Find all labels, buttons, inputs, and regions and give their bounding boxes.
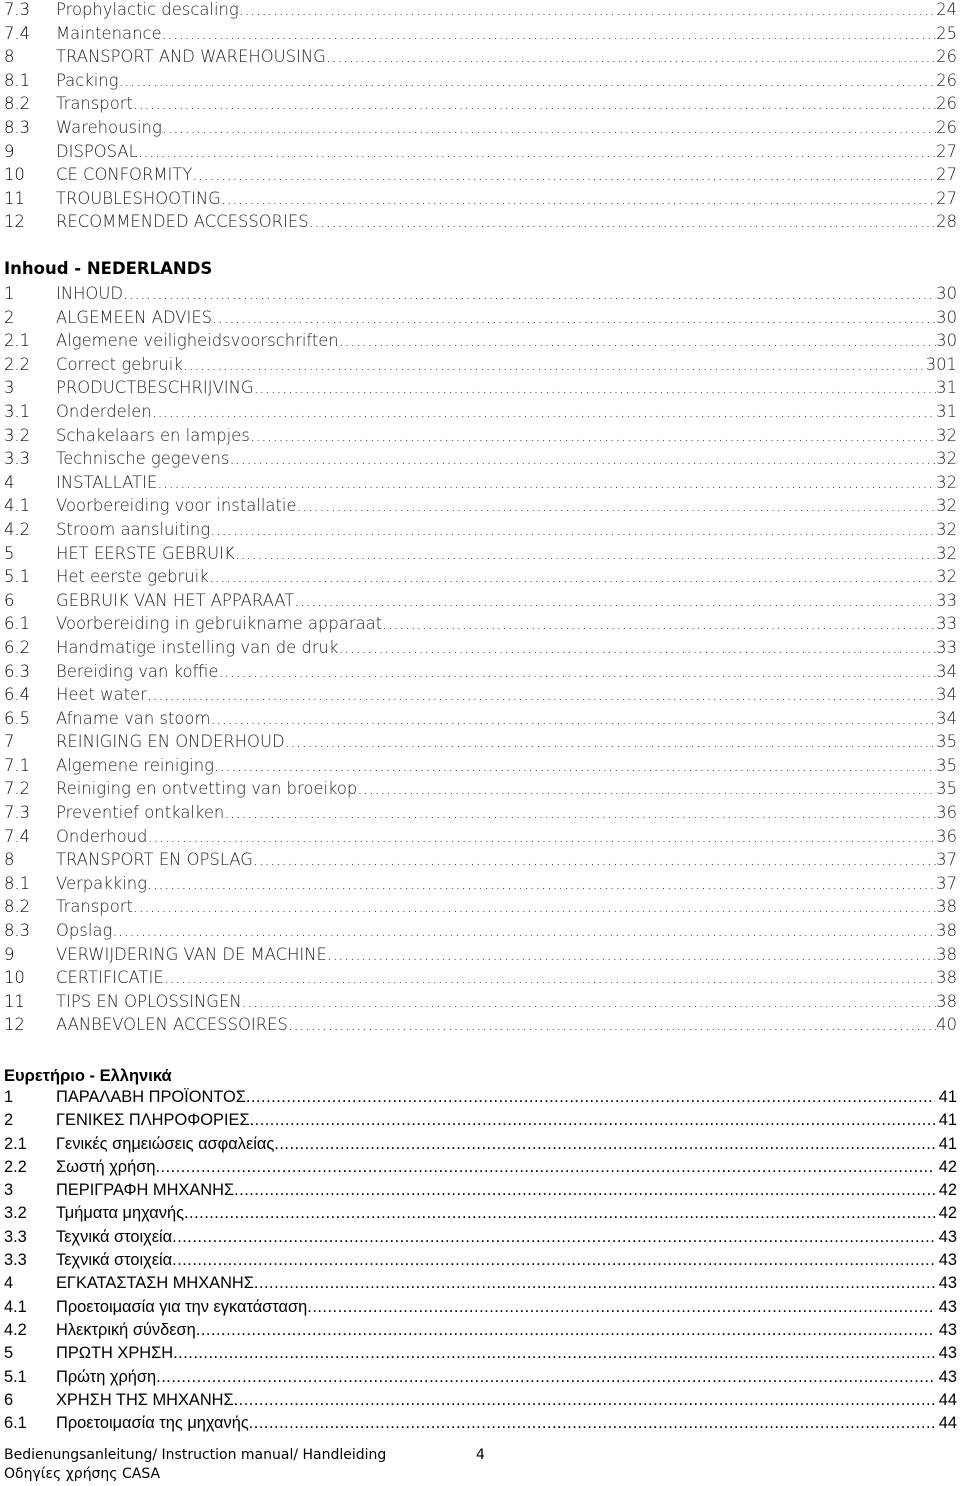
toc-entry-title: Onderdelen bbox=[56, 401, 152, 421]
toc-entry-page: 32 bbox=[936, 543, 957, 563]
toc-greek bbox=[4, 1088, 957, 1437]
toc-dot-leader bbox=[254, 378, 937, 397]
toc-entry[interactable] bbox=[4, 614, 957, 638]
toc-entry[interactable] bbox=[4, 1158, 957, 1181]
toc-entry-page: 25 bbox=[936, 23, 957, 43]
toc-entry-title: Verpakking bbox=[56, 873, 147, 893]
toc-entry-number: 5 bbox=[4, 543, 15, 563]
toc-entry-page: 43 bbox=[938, 1320, 957, 1339]
toc-entry-title: Προετοιμασία για την εγκατάσταση bbox=[56, 1297, 308, 1316]
toc-dot-leader bbox=[326, 47, 936, 66]
toc-entry-number: 7.3 bbox=[4, 0, 31, 19]
toc-english-tail bbox=[4, 0, 957, 236]
toc-dot-leader bbox=[338, 638, 936, 657]
toc-entry[interactable] bbox=[4, 355, 957, 379]
toc-entry-number: 2.2 bbox=[4, 1157, 27, 1176]
toc-entry[interactable] bbox=[4, 1135, 957, 1158]
toc-entry-title: ΠΕΡΙΓΡΑΦΗ ΜΗΧΑΝΗΣ bbox=[56, 1181, 235, 1200]
toc-dot-leader bbox=[157, 473, 936, 492]
toc-entry-title: Ηλεκτρική σύνδεση bbox=[56, 1320, 196, 1339]
toc-entry-number: 4 bbox=[4, 472, 15, 492]
toc-entry[interactable] bbox=[4, 520, 957, 544]
toc-entry-page: 42 bbox=[938, 1157, 957, 1176]
toc-dot-leader bbox=[147, 874, 936, 893]
page-number: 4 bbox=[476, 1447, 485, 1463]
toc-entry-title: ΓΕΝΙΚΕΣ ΠΛΗΡΟΦΟΡΙΕΣ bbox=[56, 1111, 250, 1130]
toc-entry-page: 32 bbox=[936, 425, 957, 445]
toc-entry-page: 32 bbox=[936, 472, 957, 492]
toc-entry[interactable] bbox=[4, 1251, 957, 1274]
toc-entry-title: TRANSPORT AND WAREHOUSING bbox=[56, 47, 326, 67]
toc-entry-page: 35 bbox=[936, 779, 957, 799]
toc-entry-page: 28 bbox=[936, 212, 957, 232]
toc-entry-title: Σωστή χρήση bbox=[56, 1157, 156, 1176]
toc-entry-page: 34 bbox=[936, 661, 957, 681]
toc-entry-number: 8.3 bbox=[4, 921, 31, 941]
toc-entry[interactable] bbox=[4, 24, 957, 48]
toc-dot-leader bbox=[250, 426, 936, 445]
toc-entry[interactable] bbox=[4, 284, 957, 308]
page-footer bbox=[4, 1446, 485, 1484]
toc-dot-leader bbox=[250, 1111, 935, 1130]
toc-entry-number: 6.3 bbox=[4, 661, 31, 681]
toc-entry-number: 8.1 bbox=[4, 873, 31, 893]
toc-entry-page: 43 bbox=[938, 1274, 957, 1293]
toc-dot-leader bbox=[133, 897, 936, 916]
toc-entry-number: 3 bbox=[4, 1181, 14, 1200]
toc-entry[interactable] bbox=[4, 544, 957, 568]
toc-entry-page: 34 bbox=[936, 708, 957, 728]
toc-entry[interactable] bbox=[4, 1181, 957, 1204]
toc-entry-page: 31 bbox=[936, 401, 957, 421]
toc-entry-page: 26 bbox=[936, 70, 957, 90]
toc-entry[interactable] bbox=[4, 709, 957, 733]
toc-dot-leader bbox=[173, 1344, 935, 1363]
toc-entry-title: GEBRUIK VAN HET APPARAAT bbox=[56, 590, 295, 610]
toc-dot-leader bbox=[224, 803, 936, 822]
toc-entry[interactable] bbox=[4, 662, 957, 686]
toc-entry[interactable] bbox=[4, 426, 957, 450]
toc-entry-number: 7.3 bbox=[4, 803, 31, 823]
toc-entry-title: Opslag bbox=[56, 921, 113, 941]
toc-entry[interactable] bbox=[4, 1204, 957, 1227]
toc-entry[interactable] bbox=[4, 71, 957, 95]
toc-entry-page: 43 bbox=[938, 1227, 957, 1246]
toc-entry[interactable] bbox=[4, 165, 957, 189]
toc-entry[interactable] bbox=[4, 685, 957, 709]
toc-entry-number: 3.2 bbox=[4, 1204, 27, 1223]
toc-entry-title: HET EERSTE GEBRUIK bbox=[56, 543, 235, 563]
toc-entry-page: 37 bbox=[936, 850, 957, 870]
toc-entry-title: Maintenance bbox=[56, 23, 162, 43]
toc-entry-title: Warehousing bbox=[56, 117, 162, 137]
toc-entry-number: 6.4 bbox=[4, 685, 31, 705]
toc-entry-title: Handmatige instelling van de druk bbox=[56, 637, 339, 657]
toc-entry-title: Afname van stoom bbox=[56, 708, 211, 728]
toc-dot-leader bbox=[212, 308, 936, 327]
toc-entry-title: Algemene veiligheidsvoorschriften bbox=[56, 331, 339, 351]
toc-entry-page: 43 bbox=[938, 1251, 957, 1270]
toc-entry-page: 38 bbox=[936, 991, 957, 1011]
toc-entry-page: 35 bbox=[936, 732, 957, 752]
toc-dot-leader bbox=[254, 1274, 935, 1293]
toc-entry-title: ΕΓΚΑΤΑΣΤΑΣΗ ΜΗΧΑΝΗΣ bbox=[56, 1274, 254, 1293]
toc-entry-title: TROUBLESHOOTING bbox=[56, 188, 221, 208]
toc-entry-page: 43 bbox=[938, 1367, 957, 1386]
section-heading-greek: Ευρετήριο - Ελληνικά bbox=[4, 1067, 172, 1085]
footer-product: Οδηγίες χρήσης CASA bbox=[4, 1466, 161, 1482]
toc-dot-leader bbox=[183, 355, 926, 374]
toc-entry[interactable] bbox=[4, 803, 957, 827]
section-heading-dutch: Inhoud - NEDERLANDS bbox=[4, 259, 213, 278]
toc-entry-number: 7.2 bbox=[4, 779, 31, 799]
toc-entry-title: Prophylactic descaling bbox=[56, 0, 239, 19]
toc-entry-title: ΧΡΗΣΗ ΤΗΣ ΜΗΧΑΝΗΣ bbox=[56, 1390, 234, 1409]
toc-entry-page: 30 bbox=[936, 284, 957, 303]
toc-dot-leader bbox=[133, 94, 936, 113]
toc-entry-page: 32 bbox=[936, 567, 957, 587]
toc-entry-number: 4.2 bbox=[4, 1320, 27, 1339]
toc-entry-title: Packing bbox=[56, 70, 119, 90]
toc-dot-leader bbox=[235, 544, 936, 563]
toc-entry-title: Voorbereiding in gebruikname apparaat bbox=[56, 614, 383, 634]
toc-entry[interactable] bbox=[4, 1015, 957, 1039]
toc-entry[interactable] bbox=[4, 142, 957, 166]
toc-entry-page: 42 bbox=[938, 1181, 957, 1200]
toc-entry[interactable] bbox=[4, 496, 957, 520]
toc-entry-page: 34 bbox=[936, 685, 957, 705]
toc-entry-title: Προετοιμασία της μηχανής bbox=[56, 1414, 249, 1433]
toc-entry-title: AANBEVOLEN ACCESSOIRES bbox=[56, 1015, 288, 1035]
toc-entry-number: 10 bbox=[4, 165, 25, 185]
toc-entry-title: Het eerste gebruik bbox=[56, 567, 209, 587]
toc-dot-leader bbox=[162, 24, 937, 43]
toc-dot-leader bbox=[339, 331, 936, 350]
toc-dot-leader bbox=[242, 992, 937, 1011]
toc-entry[interactable] bbox=[4, 921, 957, 945]
toc-entry-number: 6 bbox=[4, 1390, 14, 1409]
toc-entry[interactable] bbox=[4, 331, 957, 355]
toc-dot-leader bbox=[138, 142, 936, 161]
toc-entry-number: 6.1 bbox=[4, 614, 31, 634]
toc-entry-title: REINIGING EN ONDERHOUD bbox=[56, 732, 285, 752]
toc-entry-page: 36 bbox=[936, 803, 957, 823]
toc-entry-page: 27 bbox=[936, 141, 957, 161]
toc-entry[interactable] bbox=[4, 827, 957, 851]
toc-dot-leader bbox=[234, 1181, 935, 1200]
toc-entry[interactable] bbox=[4, 1274, 957, 1297]
toc-entry-page: 33 bbox=[936, 614, 957, 634]
toc-dot-leader bbox=[192, 165, 936, 184]
toc-entry-number: 7.1 bbox=[4, 755, 31, 775]
toc-entry[interactable] bbox=[4, 874, 957, 898]
toc-dot-leader bbox=[327, 945, 936, 964]
toc-entry[interactable] bbox=[4, 992, 957, 1016]
toc-entry-number: 10 bbox=[4, 968, 25, 988]
toc-entry-page: 38 bbox=[936, 968, 957, 988]
toc-entry-page: 40 bbox=[936, 1015, 957, 1035]
toc-entry-number: 11 bbox=[4, 991, 25, 1011]
toc-entry-title: INSTALLATIE bbox=[56, 472, 158, 492]
toc-entry-page: 37 bbox=[936, 873, 957, 893]
toc-entry-page: 30 bbox=[936, 331, 957, 351]
toc-entry-number: 7 bbox=[4, 732, 15, 752]
toc-entry-number: 3 bbox=[4, 378, 15, 398]
toc-entry-page: 41 bbox=[938, 1134, 957, 1153]
toc-dot-leader bbox=[297, 496, 937, 515]
toc-dot-leader bbox=[172, 1228, 935, 1247]
toc-dot-leader bbox=[274, 1135, 934, 1154]
toc-entry[interactable] bbox=[4, 850, 957, 874]
toc-entry-title: TRANSPORT EN OPSLAG bbox=[56, 850, 253, 870]
toc-dot-leader bbox=[210, 520, 936, 539]
toc-entry[interactable] bbox=[4, 1391, 957, 1414]
toc-entry-title: Voorbereiding voor installatie bbox=[56, 496, 297, 516]
toc-entry[interactable] bbox=[4, 732, 957, 756]
toc-entry-page: 26 bbox=[936, 117, 957, 137]
toc-dot-leader bbox=[246, 1088, 935, 1107]
toc-entry-number: 2.1 bbox=[4, 1134, 27, 1153]
toc-entry-page: 38 bbox=[936, 921, 957, 941]
toc-entry[interactable] bbox=[4, 779, 957, 803]
toc-entry-page: 301 bbox=[925, 354, 957, 374]
toc-entry-page: 32 bbox=[936, 449, 957, 469]
toc-entry[interactable] bbox=[4, 897, 957, 921]
toc-dot-leader bbox=[307, 1298, 935, 1317]
toc-dot-leader bbox=[156, 1368, 935, 1387]
toc-entry-title: Schakelaars en lampjes bbox=[56, 425, 250, 445]
toc-entry[interactable] bbox=[4, 591, 957, 615]
toc-entry-title: Bereiding van koffie bbox=[56, 661, 219, 681]
toc-dot-leader bbox=[172, 1251, 935, 1270]
toc-dot-leader bbox=[210, 709, 936, 728]
toc-entry-page: 42 bbox=[938, 1204, 957, 1223]
toc-entry[interactable] bbox=[4, 473, 957, 497]
toc-entry-title: ALGEMEEN ADVIES bbox=[56, 307, 213, 327]
toc-entry-number: 5 bbox=[4, 1344, 14, 1363]
toc-entry[interactable] bbox=[4, 94, 957, 118]
toc-dot-leader bbox=[249, 1414, 935, 1433]
toc-entry-number: 4.1 bbox=[4, 496, 31, 516]
toc-entry-number: 9 bbox=[4, 944, 15, 964]
toc-entry[interactable] bbox=[4, 756, 957, 780]
toc-entry-number: 3.2 bbox=[4, 425, 31, 445]
toc-entry-page: 26 bbox=[936, 94, 957, 114]
toc-entry-title: CE CONFORMITY bbox=[56, 165, 193, 185]
toc-dot-leader bbox=[285, 732, 937, 751]
toc-entry-page: 44 bbox=[938, 1414, 957, 1433]
toc-entry[interactable] bbox=[4, 189, 957, 213]
toc-entry-number: 2.2 bbox=[4, 354, 31, 374]
toc-entry[interactable] bbox=[4, 0, 957, 24]
toc-dot-leader bbox=[147, 685, 936, 704]
toc-entry-title: Algemene reiniging bbox=[56, 755, 214, 775]
toc-entry[interactable] bbox=[4, 638, 957, 662]
toc-entry-number: 4 bbox=[4, 1274, 14, 1293]
toc-entry[interactable] bbox=[4, 212, 957, 236]
toc-entry-title: CERTIFICATIE bbox=[56, 968, 164, 988]
toc-entry[interactable] bbox=[4, 1414, 957, 1437]
toc-entry-page: 24 bbox=[936, 0, 957, 19]
toc-entry[interactable] bbox=[4, 567, 957, 591]
toc-entry-page: 33 bbox=[936, 590, 957, 610]
toc-entry-number: 5.1 bbox=[4, 1367, 27, 1386]
toc-entry-page: 26 bbox=[936, 47, 957, 67]
toc-entry[interactable] bbox=[4, 1368, 957, 1391]
toc-dot-leader bbox=[147, 827, 936, 846]
toc-entry-number: 8 bbox=[4, 47, 15, 67]
toc-dot-leader bbox=[294, 591, 936, 610]
toc-dot-leader bbox=[184, 1204, 935, 1223]
toc-entry-page: 44 bbox=[938, 1390, 957, 1409]
toc-entry-number: 9 bbox=[4, 141, 15, 161]
toc-dot-leader bbox=[253, 850, 936, 869]
toc-dot-leader bbox=[209, 567, 936, 586]
toc-entry-number: 12 bbox=[4, 1015, 25, 1035]
toc-entry-page: 31 bbox=[936, 378, 957, 398]
toc-entry-title: Transport bbox=[56, 897, 133, 917]
toc-entry[interactable] bbox=[4, 968, 957, 992]
toc-dot-leader bbox=[309, 212, 936, 231]
toc-entry-title: Stroom aansluiting bbox=[56, 519, 211, 539]
toc-dot-leader bbox=[221, 189, 936, 208]
toc-dutch bbox=[4, 284, 957, 1039]
toc-entry-number: 6.5 bbox=[4, 708, 31, 728]
toc-entry-title: Reiniging en ontvetting van broeikop bbox=[56, 779, 358, 799]
toc-entry-number: 12 bbox=[4, 212, 25, 232]
toc-entry-number: 7.4 bbox=[4, 23, 31, 43]
toc-entry[interactable] bbox=[4, 118, 957, 142]
toc-dot-leader bbox=[118, 71, 936, 90]
toc-dot-leader bbox=[234, 1391, 935, 1410]
toc-entry-title: INHOUD bbox=[56, 284, 123, 303]
toc-entry[interactable] bbox=[4, 1298, 957, 1321]
toc-entry-title: RECOMMENDED ACCESSORIES bbox=[56, 212, 309, 232]
toc-entry-number: 6.2 bbox=[4, 637, 31, 657]
toc-entry-number: 8 bbox=[4, 850, 15, 870]
toc-entry-title: Τεχνικά στοιχεία bbox=[56, 1251, 173, 1270]
toc-entry-title: Heet water bbox=[56, 685, 147, 705]
toc-entry-number: 6 bbox=[4, 590, 15, 610]
toc-dot-leader bbox=[162, 118, 936, 137]
toc-entry-page: 30 bbox=[936, 307, 957, 327]
toc-entry[interactable] bbox=[4, 308, 957, 332]
toc-entry-title: Correct gebruik bbox=[56, 354, 183, 374]
toc-entry-number: 6.1 bbox=[4, 1414, 27, 1433]
toc-entry-number: 8.2 bbox=[4, 897, 31, 917]
toc-entry-title: ΠΑΡΑΛΑΒΗ ΠΡΟΪΟΝΤΟΣ bbox=[56, 1088, 246, 1106]
toc-dot-leader bbox=[112, 921, 936, 940]
toc-entry-page: 38 bbox=[936, 897, 957, 917]
toc-entry-number: 4.1 bbox=[4, 1297, 27, 1316]
toc-entry-title: Τμήματα μηχανής bbox=[56, 1204, 184, 1223]
toc-entry-number: 2 bbox=[4, 307, 15, 327]
toc-dot-leader bbox=[288, 1015, 936, 1034]
toc-dot-leader bbox=[196, 1321, 935, 1340]
toc-entry-number: 3.3 bbox=[4, 1227, 27, 1246]
toc-entry-title: Transport bbox=[56, 94, 133, 114]
toc-entry-page: 27 bbox=[936, 165, 957, 185]
toc-entry-number: 2.1 bbox=[4, 331, 31, 351]
toc-entry[interactable] bbox=[4, 47, 957, 71]
toc-entry-number: 8.1 bbox=[4, 70, 31, 90]
toc-entry-number: 3.3 bbox=[4, 1251, 27, 1270]
toc-entry[interactable] bbox=[4, 1088, 957, 1111]
toc-entry-title: ΠΡΩΤΗ ΧΡΗΣΗ bbox=[56, 1344, 174, 1363]
toc-entry-page: 32 bbox=[936, 496, 957, 516]
footer-manual-title: Bedienungsanleitung/ Instruction manual/ Handleiding bbox=[4, 1447, 387, 1463]
toc-entry[interactable] bbox=[4, 449, 957, 473]
toc-entry-page: 43 bbox=[938, 1297, 957, 1316]
toc-entry-page: 32 bbox=[936, 519, 957, 539]
toc-entry-page: 33 bbox=[936, 637, 957, 657]
toc-entry[interactable] bbox=[4, 1111, 957, 1134]
toc-entry[interactable] bbox=[4, 1228, 957, 1251]
toc-entry-number: 2 bbox=[4, 1111, 14, 1130]
toc-entry-number: 1 bbox=[4, 1088, 14, 1106]
toc-entry-number: 7.4 bbox=[4, 826, 31, 846]
toc-entry-title: DISPOSAL bbox=[56, 141, 138, 161]
toc-dot-leader bbox=[214, 756, 936, 775]
toc-entry-number: 11 bbox=[4, 188, 25, 208]
toc-entry-title: TIPS EN OPLOSSINGEN bbox=[56, 991, 242, 1011]
toc-dot-leader bbox=[155, 1158, 934, 1177]
toc-entry[interactable] bbox=[4, 1321, 957, 1344]
toc-entry-number: 8.2 bbox=[4, 94, 31, 114]
toc-entry-title: PRODUCTBESCHRIJVING bbox=[56, 378, 254, 398]
toc-dot-leader bbox=[123, 284, 936, 303]
toc-entry-number: 1 bbox=[4, 284, 15, 303]
toc-entry-page: 38 bbox=[936, 944, 957, 964]
toc-entry-number: 3.3 bbox=[4, 449, 31, 469]
toc-entry-title: Πρώτη χρήση bbox=[56, 1367, 157, 1386]
toc-entry-title: Τεχνικά στοιχεία bbox=[56, 1227, 173, 1246]
toc-entry[interactable] bbox=[4, 1344, 957, 1367]
toc-entry-title: VERWIJDERING VAN DE MACHINE bbox=[56, 944, 327, 964]
toc-entry-number: 5.1 bbox=[4, 567, 31, 587]
toc-entry-title: Preventief ontkalken bbox=[56, 803, 225, 823]
toc-entry-page: 43 bbox=[938, 1344, 957, 1363]
toc-entry-number: 8.3 bbox=[4, 117, 31, 137]
toc-dot-leader bbox=[382, 614, 936, 633]
toc-entry-title: Γενικές σημειώσεις ασφαλείας bbox=[56, 1134, 275, 1153]
toc-entry-page: 41 bbox=[938, 1111, 957, 1130]
toc-entry-page: 35 bbox=[936, 755, 957, 775]
toc-entry-title: Onderhoud bbox=[56, 826, 148, 846]
toc-dot-leader bbox=[357, 779, 936, 798]
toc-entry-number: 4.2 bbox=[4, 519, 31, 539]
toc-entry-number: 3.1 bbox=[4, 401, 31, 421]
toc-entry[interactable] bbox=[4, 378, 957, 402]
toc-dot-leader bbox=[152, 402, 936, 421]
toc-dot-leader bbox=[239, 0, 936, 19]
toc-dot-leader bbox=[164, 968, 936, 987]
toc-entry-page: 41 bbox=[938, 1088, 957, 1106]
toc-entry[interactable] bbox=[4, 402, 957, 426]
toc-entry[interactable] bbox=[4, 945, 957, 969]
toc-dot-leader bbox=[218, 662, 936, 681]
toc-entry-title: Technische gegevens bbox=[56, 449, 230, 469]
toc-dot-leader bbox=[229, 449, 936, 468]
toc-entry-page: 27 bbox=[936, 188, 957, 208]
toc-entry-page: 36 bbox=[936, 826, 957, 846]
